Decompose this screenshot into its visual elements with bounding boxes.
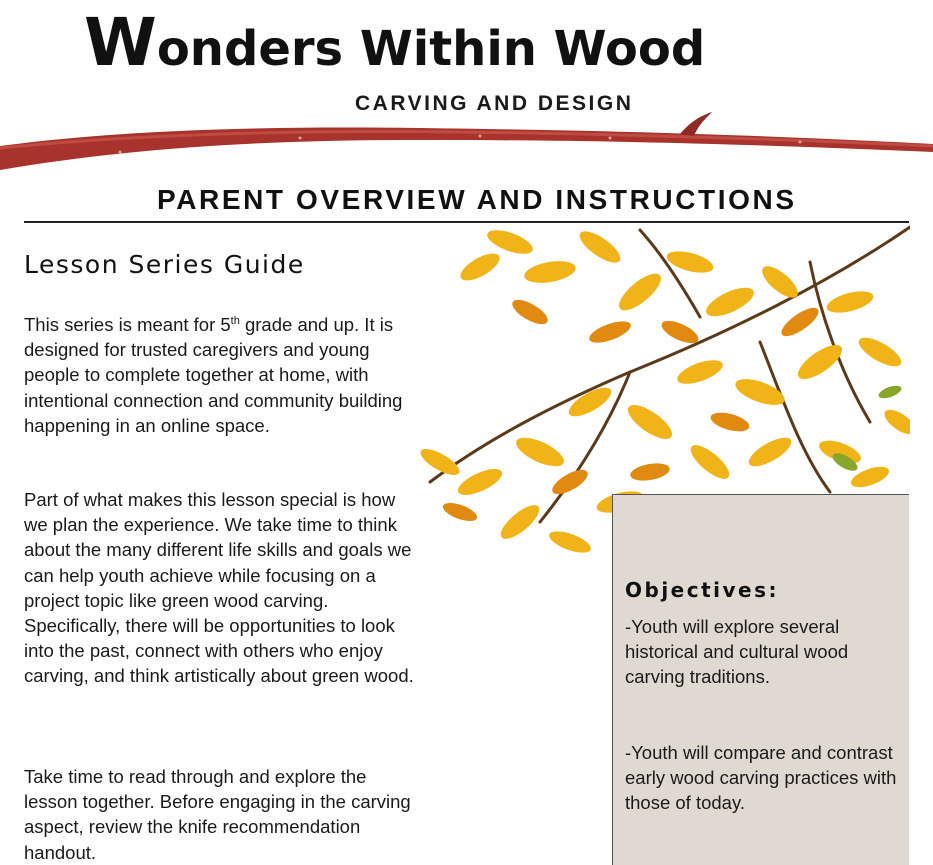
objective-item: -Youth will explore several historical and cultural wood carving traditions. [625,616,849,688]
branch-image [0,108,933,180]
guide-paragraph-1: This series is meant for 5th grade and up. It is designed for trusted caregivers and young people to complete together at home, with intentional connection and community building happening in an online space. [24,314,403,436]
lesson-guide-heading: Lesson Series Guide [24,250,305,279]
objective-item: -Youth will compare and contrast early wood carving practices with those of today. [625,742,897,814]
page-subtitle: CARVING AND DESIGN [355,92,634,115]
section-heading: PARENT OVERVIEW AND INSTRUCTIONS [157,184,797,215]
title-rest: onders Within Wood [156,21,706,77]
guide-paragraph-3: Take time to read through and explore the lesson together. Before engaging in the carving aspect, review the knife recommendation handout. [24,766,411,863]
objectives-heading: Objectives: [625,578,780,602]
page-title [84,4,705,81]
title-initial: W [84,4,157,81]
guide-paragraph-2: Part of what makes this lesson special is how we plan the experience. We take time to think about the many different life skills and goals we can help youth achieve while focusing on a project topic like green wood carving. Specifically, there will be opportunities to look into the past, connect with others who enjoy carving, and think artistically about green wood. [24,489,414,687]
